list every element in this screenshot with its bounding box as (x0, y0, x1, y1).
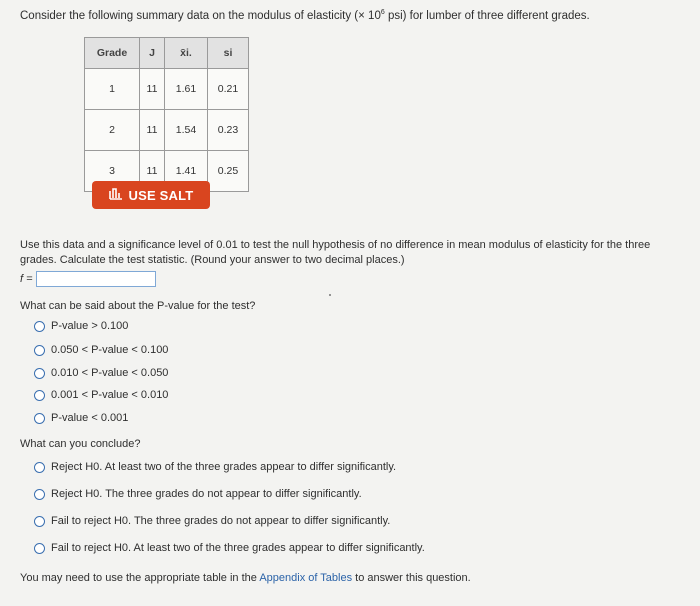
cell-mean: 1.54 (165, 110, 208, 151)
pvalue-option[interactable] (34, 320, 128, 332)
cell-sd: 0.23 (208, 110, 249, 151)
conclusion-option[interactable] (34, 461, 396, 473)
cell-grade: 1 (85, 69, 140, 110)
header-sd: si (208, 38, 249, 69)
footer-text: You may need to use the appropriate table in the (20, 572, 260, 584)
header-grade: Grade (85, 38, 140, 69)
option-label: 0.001 < P-value < 0.010 (51, 389, 169, 401)
radio-button[interactable] (34, 345, 45, 356)
radio-button[interactable] (34, 368, 45, 379)
f-label: f = (20, 273, 33, 285)
table-header-row (85, 38, 249, 69)
intro-exponent: 6 (380, 9, 385, 16)
f-statistic-input[interactable] (36, 271, 156, 287)
intro-text-end: psi) for lumber of three different grades. (384, 9, 590, 22)
radio-button[interactable] (34, 321, 45, 332)
appendix-link[interactable]: Appendix of Tables (259, 572, 353, 584)
instructions-text: Use this data and a significance level of 0.01 to test the null hypothesis of no difference in mean modulus of elasticity for the three grades. Calculate the test statistic. (Round your answer to two decimal places.) (20, 239, 651, 266)
pvalue-option[interactable] (34, 367, 168, 379)
radio-button[interactable] (34, 390, 45, 401)
pvalue-option[interactable] (34, 412, 128, 424)
option-label: P-value < 0.001 (51, 412, 129, 424)
conclusion-option[interactable] (34, 542, 425, 554)
option-label: Fail to reject H0. At least two of the three grades appear to differ significantly. (51, 542, 425, 554)
problem-intro (20, 9, 590, 22)
conclusion-option[interactable] (34, 488, 362, 500)
option-label: Reject H0. The three grades do not appear to differ significantly. (51, 488, 362, 500)
cell-sd: 0.25 (208, 151, 249, 192)
cell-j: 11 (140, 110, 165, 151)
conclusion-option[interactable] (34, 515, 390, 527)
cell-mean: 1.61 (165, 69, 208, 110)
option-label: Reject H0. At least two of the three grades appear to differ significantly. (51, 461, 397, 473)
cell-grade: 3 (85, 151, 140, 192)
radio-button[interactable] (34, 489, 45, 500)
footer-note (20, 572, 471, 584)
option-label: P-value > 0.100 (51, 320, 129, 332)
radio-button[interactable] (34, 462, 45, 473)
option-label: 0.010 < P-value < 0.050 (51, 367, 169, 379)
conclude-question: What can you conclude? (20, 438, 141, 450)
salt-icon (109, 188, 123, 203)
option-label: 0.050 < P-value < 0.100 (51, 344, 169, 356)
use-salt-button[interactable] (92, 181, 210, 209)
radio-button[interactable] (34, 516, 45, 527)
stray-dot (329, 294, 331, 296)
cell-mean: 1.41 (165, 151, 208, 192)
pvalue-option[interactable] (34, 389, 168, 401)
table-row (85, 110, 249, 151)
cell-j: 11 (140, 151, 165, 192)
summary-table (84, 37, 249, 192)
pvalue-option[interactable] (34, 344, 168, 356)
header-mean: x̄i. (165, 38, 208, 69)
pvalue-question: What can be said about the P-value for the test? (20, 300, 256, 312)
radio-button[interactable] (34, 413, 45, 424)
cell-sd: 0.21 (208, 69, 249, 110)
use-salt-label: USE SALT (128, 187, 194, 203)
cell-j: 11 (140, 69, 165, 110)
cell-grade: 2 (85, 110, 140, 151)
intro-text: Consider the following summary data on the modulus of elasticity (× 10 (20, 9, 381, 22)
footer-text-end: to answer this question. (352, 572, 471, 584)
header-j: J (140, 38, 165, 69)
radio-button[interactable] (34, 543, 45, 554)
table-row (85, 69, 249, 110)
f-statistic-row (20, 271, 156, 287)
option-label: Fail to reject H0. The three grades do not appear to differ significantly. (51, 515, 391, 527)
